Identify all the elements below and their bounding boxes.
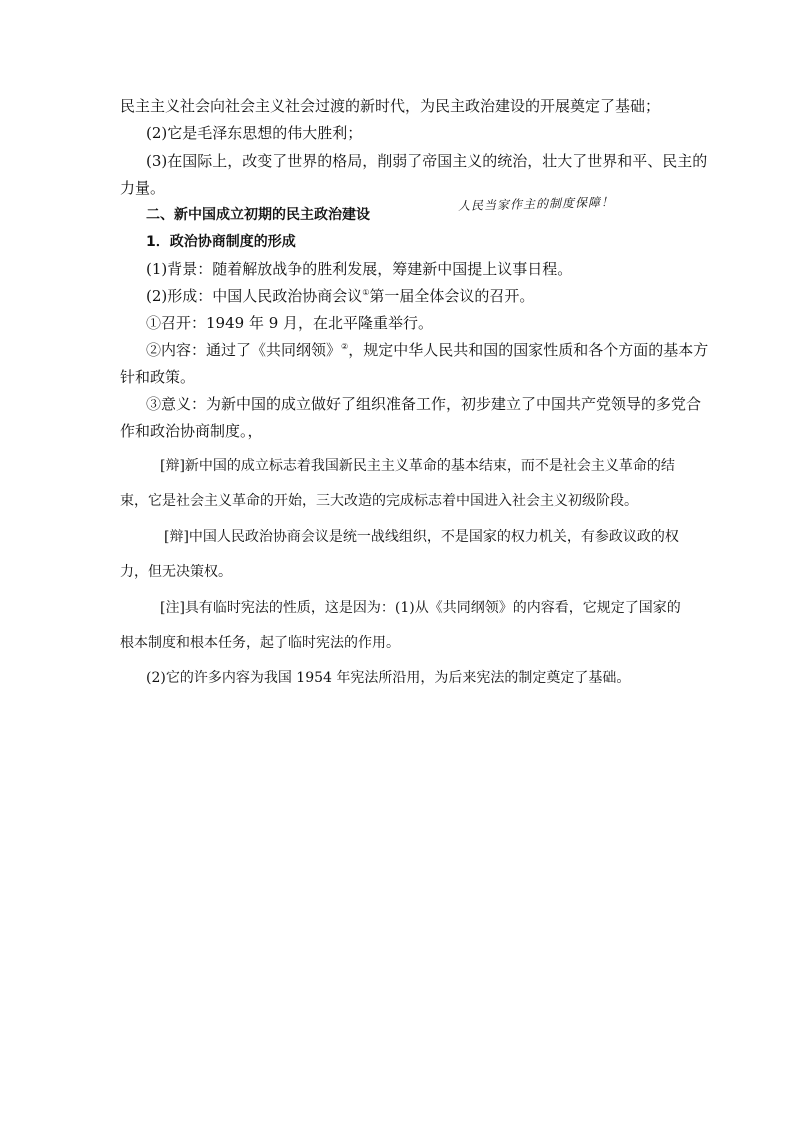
text-line-9: ①召开：1949 年 9 月，在北平隆重举行。 bbox=[146, 314, 434, 332]
text-line-4: 力量。 bbox=[120, 179, 166, 197]
text-line-13: 作和政治协商制度。， bbox=[120, 422, 263, 440]
text-line-12: ③意义：为新中国的成立做好了组织准备工作，初步建立了中国共产党领导的多党合 bbox=[146, 395, 702, 413]
note-zhu-line-2: 根本制度和根本任务，起了临时宪法的作用。 bbox=[120, 635, 400, 651]
text-line-8-part-b: 第一届全体会议的召开。 bbox=[369, 287, 535, 305]
text-line-1: 民主主义社会向社会主义社会过渡的新时代，为民主政治建设的开展奠定了基础； bbox=[120, 97, 661, 115]
note-bian-1-line-1: [辩]新中国的成立标志着我国新民主主义革命的基本结束，而不是社会主义革命的结 bbox=[160, 458, 675, 474]
text-line-2: (2)它是毛泽东思想的伟大胜利； bbox=[146, 124, 363, 142]
text-line-3: (3)在国际上，改变了世界的格局，削弱了帝国主义的统治，壮大了世界和平、民主的 bbox=[146, 152, 708, 170]
text-line-11: 针和政策。 bbox=[120, 368, 196, 386]
note-bian-2-line-2: 力，但无决策权。 bbox=[120, 564, 232, 580]
note-bian-2-line-1: [辩]中国人民政治协商会议是统一战线组织，不是国家的权力机关，有参政议政的权 bbox=[164, 529, 679, 545]
note-zhu-line-1: [注]具有临时宪法的性质，这是因为：(1)从《共同纲领》的内容看，它规定了国家的 bbox=[160, 600, 681, 616]
note-bian-1-line-2: 束，它是社会主义革命的开始，三大改造的完成标志着中国进入社会主义初级阶段。 bbox=[120, 493, 638, 509]
text-line-8-part-a: (2)形成：中国人民政治协商会议 bbox=[146, 287, 363, 305]
subsection-heading: 1．政治协商制度的形成 bbox=[146, 234, 296, 250]
section-heading: 二、新中国成立初期的民主政治建设 bbox=[146, 207, 370, 223]
footnote-mark-1: ① bbox=[362, 288, 370, 297]
handwritten-annotation: 人民当家作主的制度保障！ bbox=[457, 194, 615, 214]
text-line-10 bbox=[146, 340, 708, 360]
text-line-7: (1)背景：随着解放战争的胜利发展，筹建新中国提上议事日程。 bbox=[146, 260, 573, 278]
text-line-10-part-a: ②内容：通过了《共同纲领》 bbox=[146, 341, 342, 359]
text-line-10-part-b: ，规定中华人民共和国的国家性质和各个方面的基本方 bbox=[348, 341, 709, 359]
text-line-20: (2)它的许多内容为我国 1954 年宪法所沿用，为后来宪法的制定奠定了基础。 bbox=[146, 670, 631, 686]
footnote-mark-2: ② bbox=[341, 342, 349, 351]
text-line-8 bbox=[146, 286, 534, 306]
